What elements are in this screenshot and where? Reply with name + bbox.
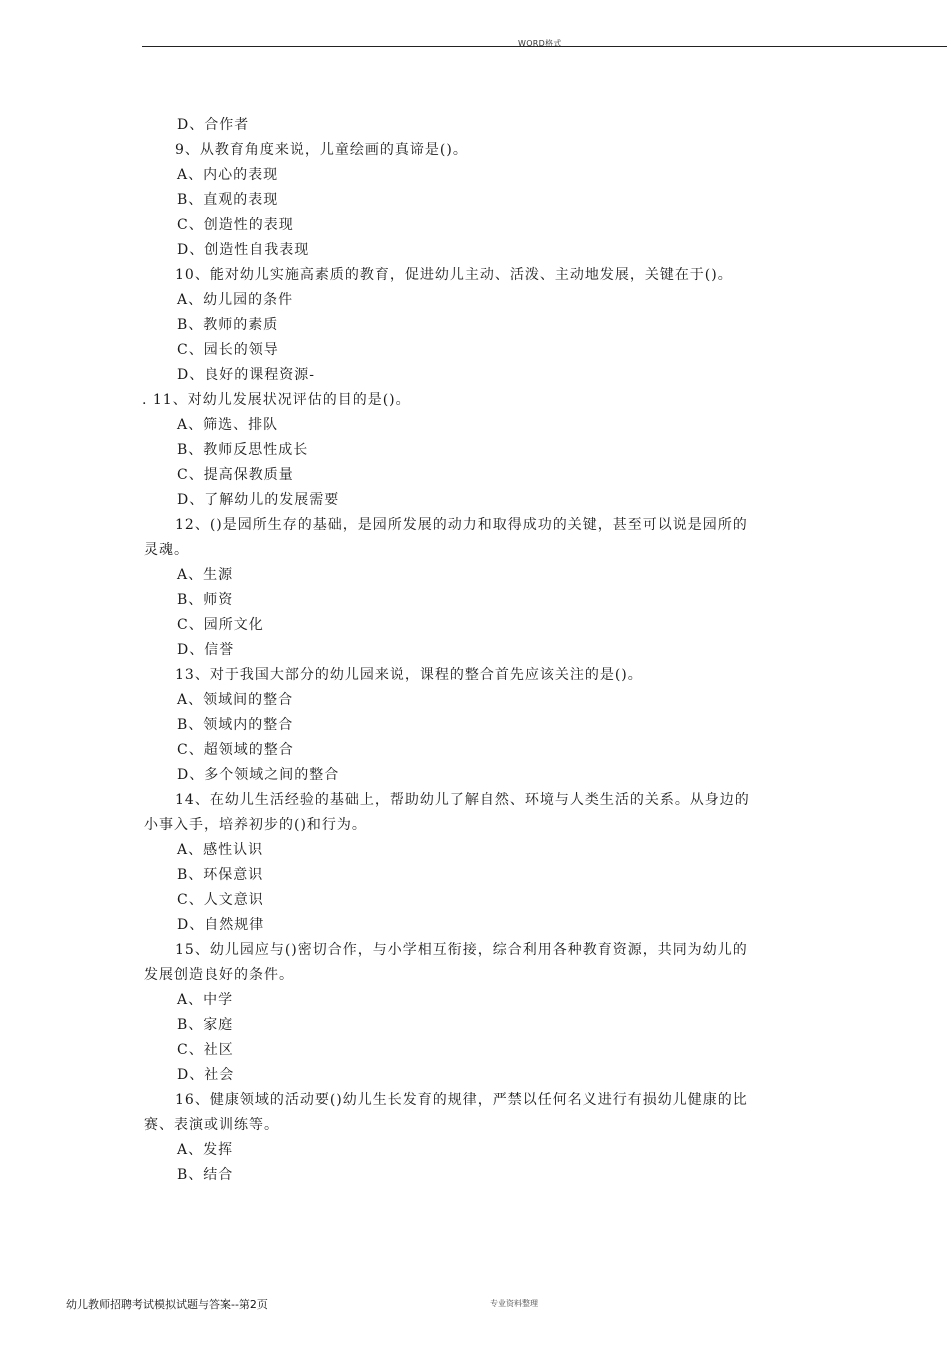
question-text: 16、健康领域的活动要()幼儿生长发育的规律，严禁以任何名义进行有损幼儿健康的比 <box>175 1092 748 1108</box>
footer-note: 专业资料整理 <box>490 1299 538 1308</box>
answer-option: D、合作者 <box>177 117 250 133</box>
answer-option: C、园所文化 <box>177 617 264 633</box>
answer-option: B、教师反思性成长 <box>177 442 309 458</box>
answer-option: D、了解幼儿的发展需要 <box>177 492 340 508</box>
question-text-continued: 小事入手，培养初步的()和行为。 <box>144 817 367 833</box>
answer-option: C、园长的领导 <box>177 342 279 358</box>
answer-option: B、结合 <box>177 1167 234 1183</box>
answer-option: C、提高保教质量 <box>177 467 294 483</box>
answer-option: D、良好的课程资源- <box>177 367 315 383</box>
answer-option: A、内心的表现 <box>177 167 279 183</box>
answer-option: D、社会 <box>177 1067 235 1083</box>
answer-option: D、自然规律 <box>177 917 265 933</box>
answer-option: C、社区 <box>177 1042 234 1058</box>
question-text-continued: 灵魂。 <box>144 542 189 558</box>
footer-page-title: 幼儿教师招聘考试模拟试题与答案--第2页 <box>66 1298 268 1311</box>
answer-option: B、环保意识 <box>177 867 264 883</box>
answer-option: B、直观的表现 <box>177 192 279 208</box>
header-rule <box>142 46 947 47</box>
question-text: 14、在幼儿生活经验的基础上，帮助幼儿了解自然、环境与人类生活的关系。从身边的 <box>175 792 750 808</box>
answer-option: C、超领域的整合 <box>177 742 294 758</box>
answer-option: A、发挥 <box>177 1142 234 1158</box>
answer-option: D、多个领域之间的整合 <box>177 767 340 783</box>
question-text: 10、能对幼儿实施高素质的教育，促进幼儿主动、活泼、主动地发展，关键在于()。 <box>175 267 733 283</box>
question-text: 15、幼儿园应与()密切合作，与小学相互衔接，综合利用各种教育资源，共同为幼儿的 <box>175 942 748 958</box>
header-label: WORD格式 <box>518 39 562 48</box>
answer-option: A、感性认识 <box>177 842 264 858</box>
question-text-continued: 发展创造良好的条件。 <box>144 967 294 983</box>
answer-option: B、家庭 <box>177 1017 234 1033</box>
answer-option: C、创造性的表现 <box>177 217 294 233</box>
question-text: 13、对于我国大部分的幼儿园来说，课程的整合首先应该关注的是()。 <box>175 667 643 683</box>
question-text: . 11、对幼儿发展状况评估的目的是()。 <box>142 392 411 408</box>
answer-option: D、信誉 <box>177 642 235 658</box>
answer-option: A、生源 <box>177 567 234 583</box>
question-text: 12、()是园所生存的基础，是园所发展的动力和取得成功的关键，甚至可以说是园所的 <box>175 517 748 533</box>
answer-option: B、教师的素质 <box>177 317 279 333</box>
question-text-continued: 赛、表演或训练等。 <box>144 1117 279 1133</box>
answer-option: A、幼儿园的条件 <box>177 292 294 308</box>
answer-option: C、人文意识 <box>177 892 264 908</box>
answer-option: B、师资 <box>177 592 234 608</box>
answer-option: D、创造性自我表现 <box>177 242 310 258</box>
answer-option: A、筛选、排队 <box>177 417 279 433</box>
question-text: 9、从教育角度来说，儿童绘画的真谛是()。 <box>175 142 468 158</box>
answer-option: B、领域内的整合 <box>177 717 294 733</box>
document-body <box>142 113 784 1188</box>
answer-option: A、领域间的整合 <box>177 692 294 708</box>
answer-option: A、中学 <box>177 992 234 1008</box>
